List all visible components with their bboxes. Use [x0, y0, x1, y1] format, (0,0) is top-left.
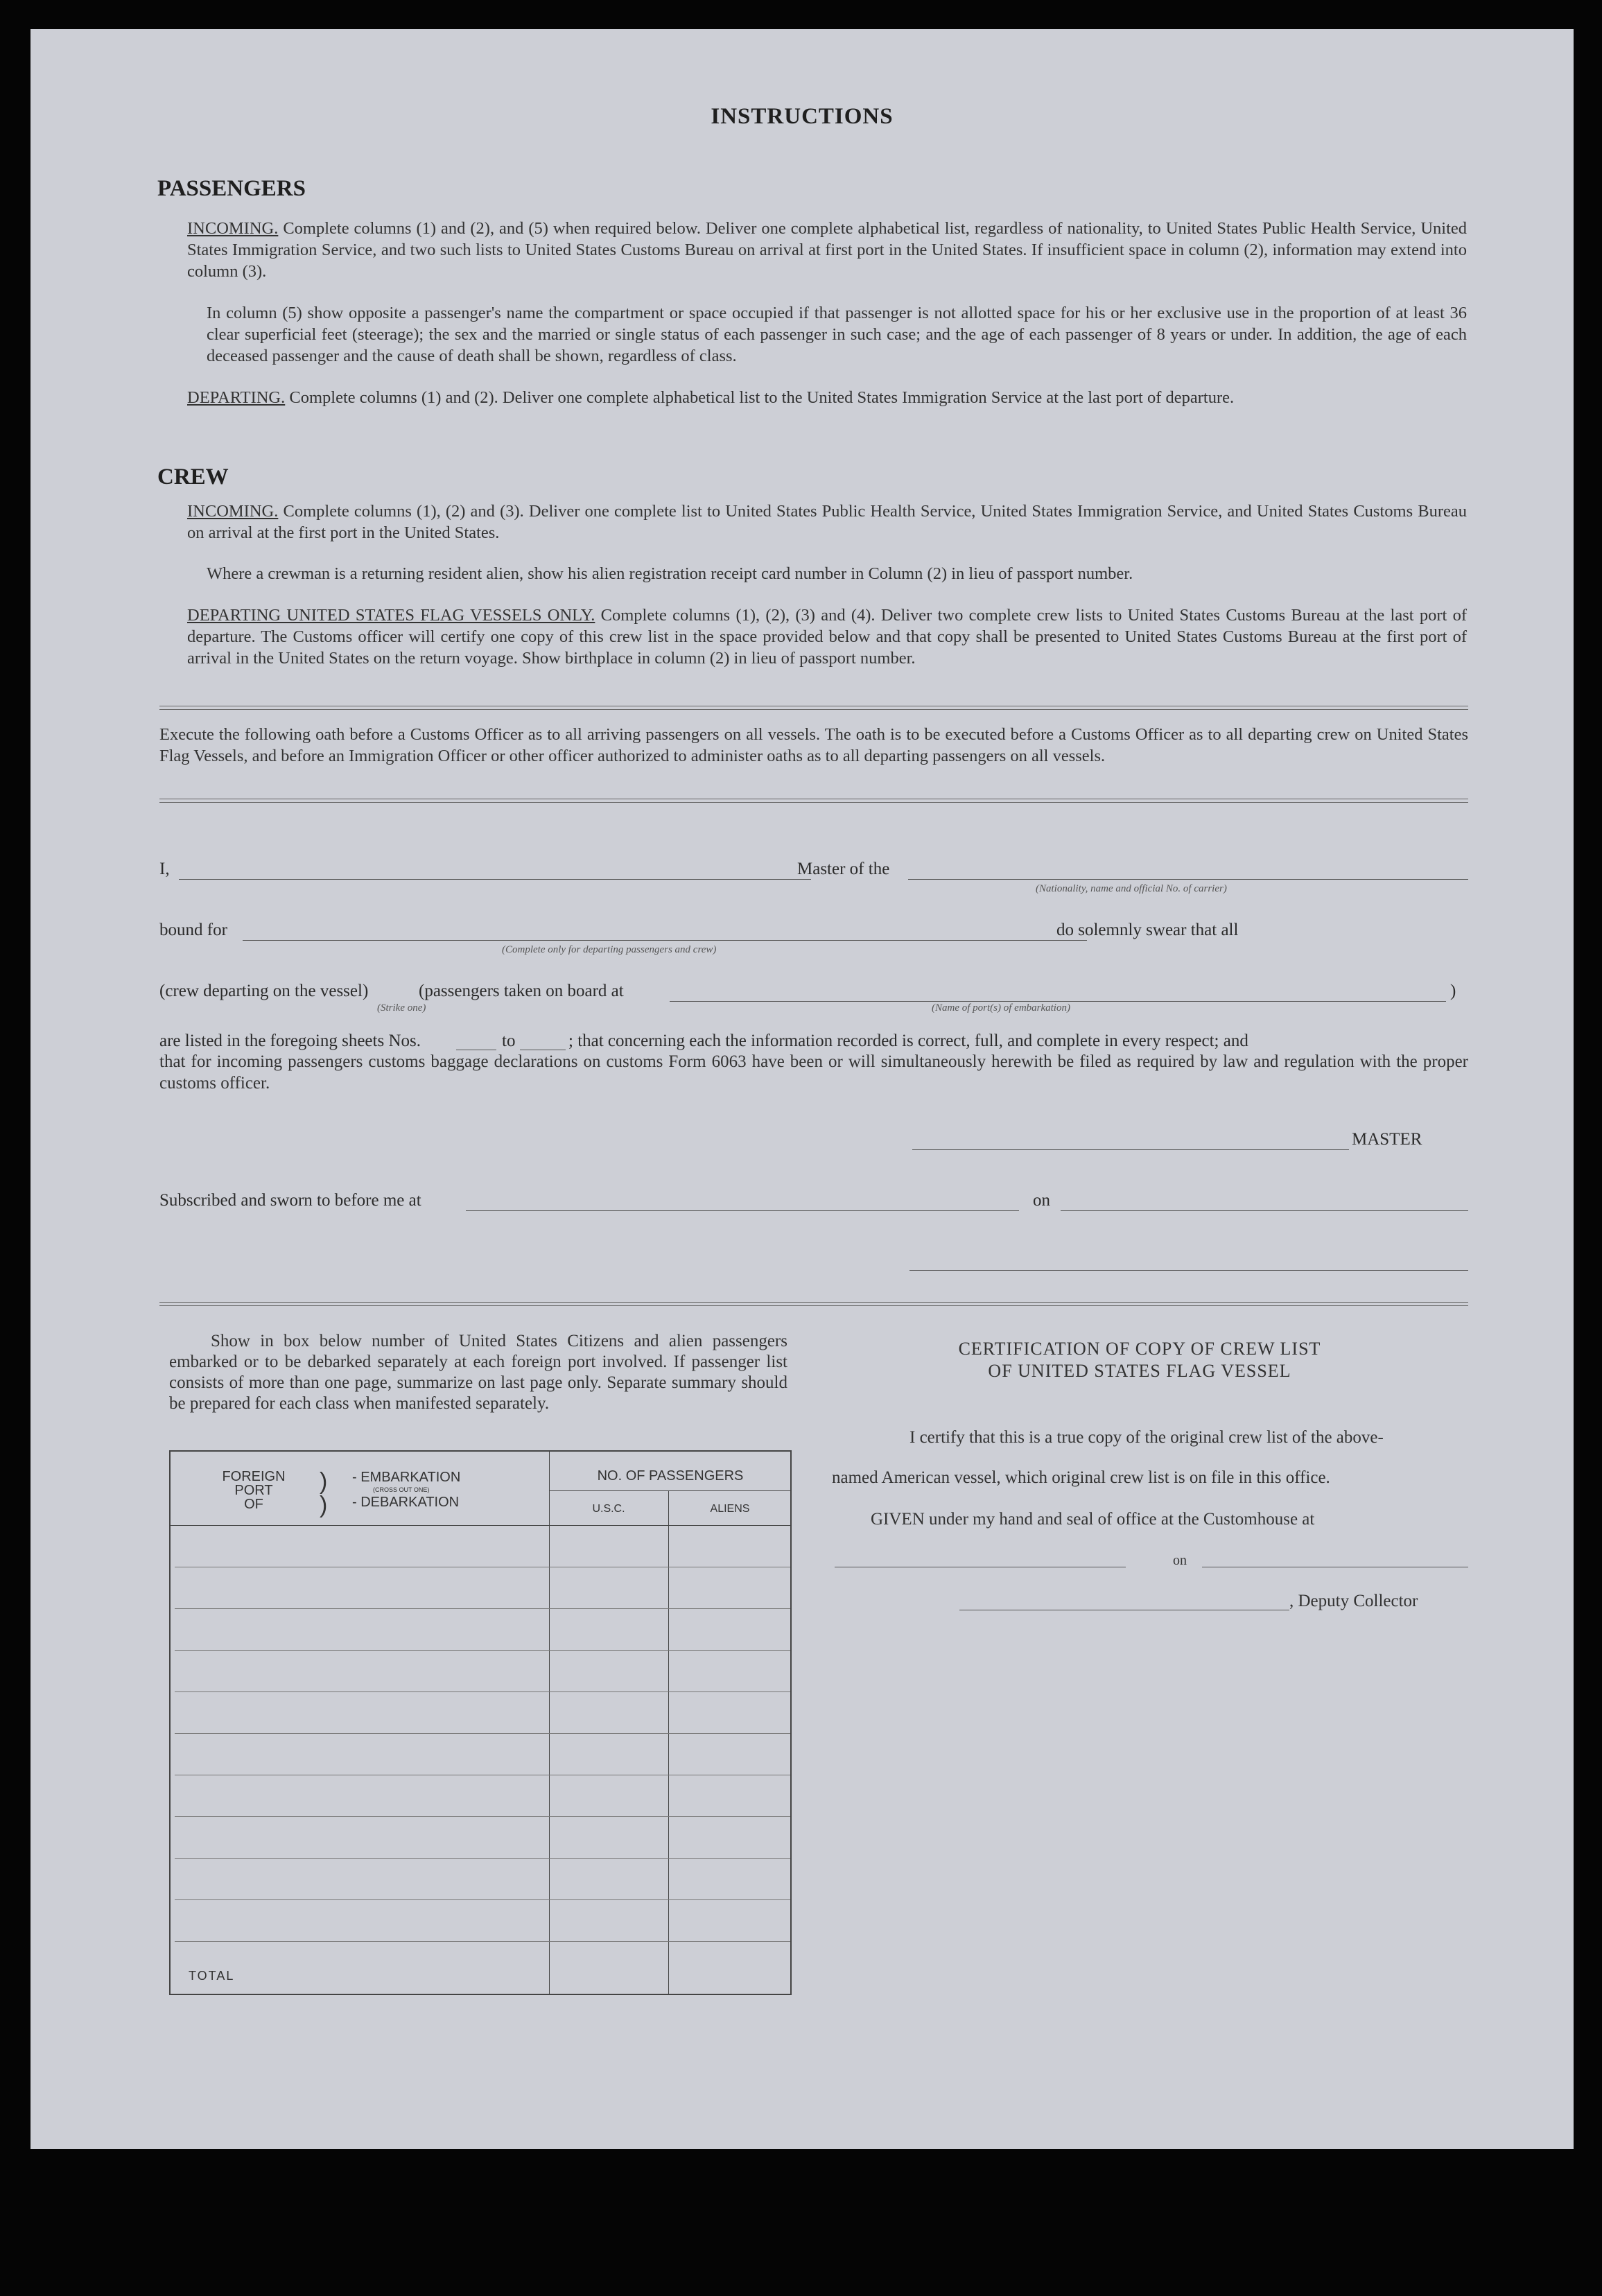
column-divider — [668, 1490, 669, 1994]
certification-line3: GIVEN under my hand and seal of office at the Customhouse at — [871, 1510, 1315, 1529]
crew-incoming-text: Complete columns (1), (2) and (3). Deliver one complete list to United States Public Health Service, United States Immigration Service, and United States Customs Bureau on arrival at the first port in the United States. — [187, 502, 1467, 542]
strike-caption: (Strike one) — [377, 1002, 426, 1014]
certification-on-label: on — [1173, 1553, 1187, 1568]
table-row — [175, 1858, 790, 1859]
table-row — [171, 1525, 790, 1526]
total-label: TOTAL — [189, 1969, 235, 1983]
divider — [159, 706, 1468, 710]
passengers-incoming-text: Complete columns (1) and (2), and (5) when required below. Deliver one complete alphabetical list, regardless of nationality, to United States Public Health Service, United States Immigration Service, and two such lists to United States Customs Bureau on arrival at first port in the United States. If insufficient space in column (2), information may extend into column (3). — [187, 219, 1467, 281]
bound-for-label: bound for — [159, 921, 227, 939]
bound-for-field[interactable] — [243, 940, 1087, 941]
crew-incoming-paragraph — [187, 501, 1467, 543]
crew-departing-paragraph — [187, 605, 1467, 669]
listed-rest: ; that concerning each the information recorded is correct, full, and complete in every respect; and — [568, 1032, 1248, 1050]
certification-heading-line1: CERTIFICATION OF COPY OF CREW LIST — [958, 1339, 1321, 1359]
aliens-header: ALIENS — [710, 1503, 750, 1515]
debarkation-option[interactable]: - DEBARKATION — [352, 1495, 460, 1510]
foreign-label: FOREIGN — [222, 1469, 286, 1484]
master-name-field[interactable] — [179, 879, 811, 880]
table-row — [175, 1691, 790, 1692]
bound-for-caption: (Complete only for departing passengers and crew) — [502, 944, 717, 955]
to-label: to — [502, 1032, 516, 1050]
sworn-at-field[interactable] — [466, 1210, 1019, 1211]
crew-departing-label: DEPARTING UNITED STATES FLAG VESSELS ONLY. — [187, 606, 595, 625]
port-caption: (Name of port(s) of embarkation) — [932, 1002, 1070, 1014]
crew-departing-option[interactable]: (crew departing on the vessel) — [159, 982, 369, 1000]
passengers-incoming-paragraph — [187, 218, 1467, 282]
table-row — [175, 1816, 790, 1817]
embarkation-port-field[interactable] — [670, 1001, 1446, 1002]
embarkation-option[interactable]: - EMBARKATION — [352, 1470, 461, 1485]
carrier-caption: (Nationality, name and official No. of carrier) — [1036, 883, 1227, 894]
table-row — [175, 1733, 790, 1734]
passenger-summary-table — [169, 1450, 792, 1995]
table-row — [175, 1941, 790, 1942]
oath-instruction: Execute the following oath before a Customs Officer as to all arriving passengers on all vessels. The oath is to be executed before a Customs Officer as to all departing crew on United States Flag Vessels, and before an Immigration Officer or other officer authorized to administer oaths as to all departing passengers on all vessels. — [159, 725, 1468, 765]
table-row — [175, 1608, 790, 1609]
listed-text: that for incoming passengers customs baggage declarations on customs Form 6063 have been or will simultaneously herewith be filed as required by law and regulation with the proper customs officer. — [159, 1052, 1468, 1093]
header-divider — [549, 1490, 790, 1491]
officer-signature-field[interactable] — [909, 1270, 1468, 1271]
certification-line1: I certify that this is a true copy of the original crew list of the above- — [909, 1428, 1384, 1447]
passengers-incoming-label: INCOMING. — [187, 219, 279, 238]
of-label: OF — [244, 1497, 263, 1512]
oath-i-label: I, — [159, 860, 170, 878]
page-title: INSTRUCTIONS — [711, 104, 894, 129]
table-row — [175, 1650, 790, 1651]
port-label: PORT — [234, 1483, 273, 1498]
master-of-the-label: Master of the — [797, 860, 890, 878]
crew-resident-paragraph: Where a crewman is a returning resident alien, show his alien registration receipt card number in Column (2) in lieu of passport number. — [207, 564, 1133, 583]
crew-departing-text: Complete columns (1), (2), (3) and (4). Deliver two complete crew lists to United States Customs Bureau at the last port of departure. The Customs officer will certify one copy of this crew list in the space provided below and that copy shall be presented to United States Customs Bureau at the first port of arrival in the United States on the return voyage. Show birthplace in column (2) in lieu of passport number. — [187, 606, 1467, 668]
passengers-column5-paragraph: In column (5) show opposite a passenger's name the compartment or space occupied if that passenger is not allotted space for his or her exclusive use in the proportion of at least 36 clear superficial feet (steerage); the sex and the married or single status of each passenger in such case; and the age of each passenger of 8 years or under. In addition, the age of each deceased passenger and the cause of death shall be shown, regardless of class. — [207, 304, 1467, 365]
crew-incoming-label: INCOMING. — [187, 502, 279, 521]
subscribed-label: Subscribed and sworn to before me at — [159, 1191, 421, 1210]
certification-heading-line2: OF UNITED STATES FLAG VESSEL — [988, 1361, 1291, 1381]
summary-instruction: Show in box below number of United States Citizens and alien passengers embarked or to be debarked separately at each foreign port involved. If passenger list consists of more than one page, summarize on last page only. Separate summary should be prepared for each class when manifested separately. — [169, 1332, 787, 1413]
carrier-field[interactable] — [908, 879, 1468, 880]
form-page — [31, 29, 1574, 2149]
passengers-departing-label: DEPARTING. — [187, 388, 286, 407]
certification-heading — [897, 1338, 1382, 1382]
table-row — [175, 1899, 790, 1900]
close-paren: ) — [1450, 982, 1456, 1000]
crew-heading: CREW — [157, 464, 229, 489]
passengers-heading: PASSENGERS — [157, 176, 306, 201]
usc-header: U.S.C. — [592, 1503, 625, 1515]
passengers-departing-text: Complete columns (1) and (2). Deliver one complete alphabetical list to the United States Immigration Service at the last port of departure. — [289, 388, 1235, 407]
swear-label: do solemnly swear that all — [1056, 921, 1239, 939]
column-divider — [549, 1452, 550, 1994]
foreign-port-header — [205, 1470, 302, 1511]
master-label: MASTER — [1352, 1130, 1422, 1149]
listed-start: are listed in the foregoing sheets Nos. — [159, 1032, 421, 1050]
brace-icon: ) ) — [320, 1468, 328, 1518]
divider — [159, 799, 1468, 803]
divider — [159, 1302, 1468, 1306]
passengers-taken-option[interactable]: (passengers taken on board at — [419, 982, 624, 1000]
certification-line2: named American vessel, which original crew list is on file in this office. — [832, 1468, 1330, 1487]
cross-out-note: (CROSS OUT ONE) — [373, 1486, 430, 1493]
passengers-departing-paragraph — [187, 387, 1467, 408]
on-label: on — [1033, 1191, 1050, 1210]
deputy-collector-label: , Deputy Collector — [1289, 1592, 1418, 1610]
master-signature-field[interactable] — [912, 1149, 1349, 1150]
passengers-count-header: NO. OF PASSENGERS — [597, 1468, 744, 1484]
sworn-date-field[interactable] — [1061, 1210, 1468, 1211]
